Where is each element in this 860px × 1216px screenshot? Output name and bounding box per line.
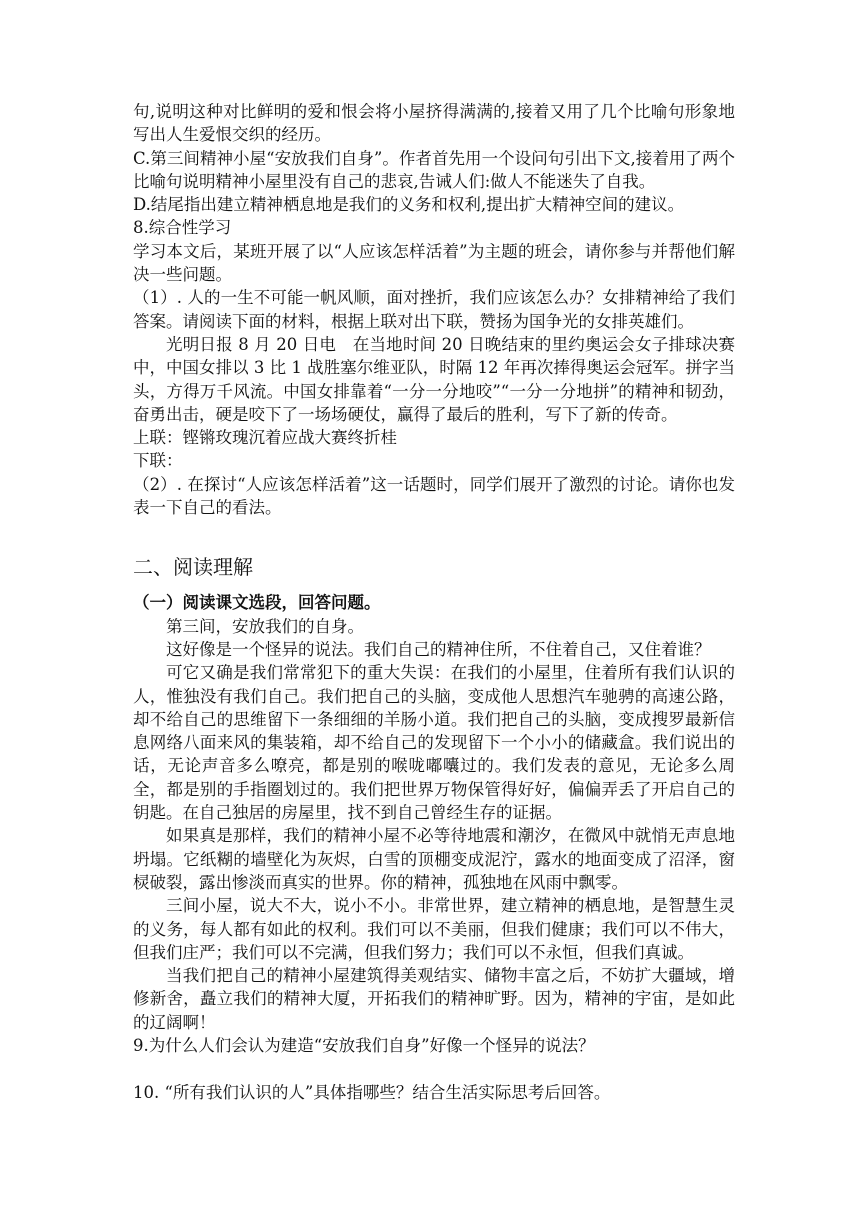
question-8-intro: 学习本文后，某班开展了以“人应该怎样活着”为主题的班会，请你参与并帮他们解决一些问题。: [133, 241, 735, 285]
sub-title: （一）阅读课文选段，回答问题。: [133, 593, 381, 613]
option-b-continuation: 句,说明这种对比鲜明的爱和恨会将小屋挤得满满的,接着又用了几个比喻句形象地写出人生爱恨交织的经历。: [133, 102, 735, 145]
answer-space: [133, 1057, 735, 1080]
passage-paragraph: 如果真是那样，我们的精神小屋不必等待地震和潮汐，在微风中就悄无声息地坍塌。它纸糊的墙壁化为灰烬，白雪的顶棚变成泥泞，露水的地面变成了沼泽，窗棂破裂，露出惨淡而真实的世界。你的精神，孤独地在风雨中飘零。: [133, 826, 735, 892]
document-page: [133, 100, 735, 1104]
option-c: C.第三间精神小屋“安放我们自身”。作者首先用一个设问句引出下文,接着用了两个比喻句说明精神小屋里没有自己的悲哀,告诫人们:做人不能迷失了自我。: [133, 148, 735, 191]
question-8-1: （1）. 人的一生不可能一帆风顺，面对挫折，我们应该怎么办？女排精神给了我们答案。请阅读下面的材料，根据上联对出下联，赞扬为国争光的女排英雄们。: [133, 288, 735, 331]
couplet-lower: 下联：: [133, 451, 183, 471]
passage-paragraph: 第三间，安放我们的自身。: [166, 616, 364, 636]
passage-paragraph: 这好像是一个怪异的说法。我们自己的精神住所，不住着自己，又住着谁？: [166, 639, 711, 659]
passage-paragraph: 当我们把自己的精神小屋建筑得美观结实、储物丰富之后，不妨扩大疆域，增修新舍，矗立我们的精神大厦，开拓我们的精神旷野。因为，精神的宇宙，是如此的辽阔啊！: [133, 966, 735, 1032]
question-8-material: 光明日报 8 月 20 日电 在当地时间 20 日晚结束的里约奥运会女子排球决赛中，中国女排以 3 比 1 战胜塞尔维亚队，时隔 12 年再次捧得奥运会冠军。拼字当头，方得万千风流。中国女排靠着“一分一分地咬”“一分一分地拼”的精神和韧劲，奋勇出击，硬是咬下了一场场硬仗，赢得了最后的胜利，写下了新的传奇。: [133, 334, 735, 424]
option-d: D.结尾指出建立精神栖息地是我们的义务和权利,提出扩大精神空间的建议。: [133, 195, 685, 215]
question-9: 9.为什么人们会认为建造“安放我们自身”好像一个怪异的说法？: [133, 1035, 595, 1055]
passage-paragraph: 三间小屋，说大不大，说小不小。非常世界，建立精神的栖息地，是智慧生灵的义务，每人都有如此的权利。我们可以不美丽，但我们健康；我们可以不伟大，但我们庄严；我们可以不完满，但我们努力；我们可以不永恒，但我们真诚。: [133, 896, 735, 962]
question-10: 10. “所有我们认识的人”具体指哪些？结合生活实际思考后回答。: [133, 1082, 611, 1102]
question-8-title: 8.综合性学习: [133, 218, 232, 238]
question-8-2: （2）. 在探讨“人应该怎样活着”这一话题时，同学们展开了激烈的讨论。请你也发表一下自己的看法。: [133, 474, 735, 518]
couplet-upper: 上联：铿锵玫瑰沉着应战大赛终折桂: [133, 428, 397, 448]
section-title: 二、阅读理解: [133, 555, 253, 580]
passage-paragraph: 可它又确是我们常常犯下的重大失误：在我们的小屋里，住着所有我们认识的人，惟独没有我们自己。我们把自己的头脑，变成他人思想汽车驰骋的高速公路，却不给自己的思维留下一条细细的羊肠小道。我们把自己的头脑，变成搜罗最新信息网络八面来风的集装箱，却不给自己的发现留下一个小小的储藏盒。我们说出的话，无论声音多么嘹亮，都是别的喉咙嘟囔过的。我们发表的意见，无论多么周全，都是别的手指圈划过的。我们把世界万物保管得好好，偏偏弄丢了开启自己的钥匙。在自己独居的房屋里，找不到自己曾经生存的证据。: [133, 663, 735, 823]
